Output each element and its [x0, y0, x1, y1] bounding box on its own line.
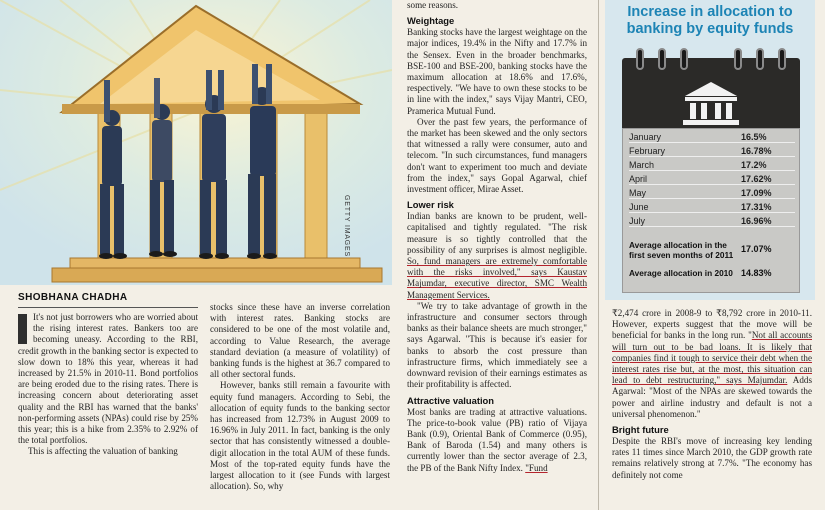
article-column-2 — [210, 302, 390, 492]
article-column-5 — [612, 308, 812, 481]
paragraph: However, banks still remain a favourite with equity fund managers. According to Sebi, the allocation of equity funds to the banking sector has increased from 12.73% in August 2009 to 16.96% in July 2011. In fact, banking is the only sector that has consistently witnessed a double-digit allocation in the total AUM of these funds. Most of the top-rated equity funds have the largest allocation to it (see Funds with largest allocation). So, why — [210, 380, 390, 492]
calendar-ring — [756, 48, 764, 70]
paragraph: Banking stocks have the largest weightage on the major indices, 19.4% in the Nifty and 17.7% in the Sensex. Even in the broader benchmarks, BSE-100 and BSE-200, banking stocks have the maximum allocation at 18.6% and 17.6%, respectively. "We have to own these stocks to be in line with the index," says Vijay Mantri, CEO, Pramerica Mutual Fund. — [407, 27, 587, 116]
paragraph: stocks since these have an inverse correlation with interest rates. Banking stocks are considered to be one of the most volatile and, according to Value Research, the average standard deviation (a measure of volatility) of banking funds is the highest at 36.7 compared to all other sectoral funds. — [210, 302, 390, 380]
bank-building-icon — [681, 80, 741, 126]
subheading-weightage: Weightage — [407, 15, 455, 27]
average-2010-row: Average allocation in 2010 14.83% — [629, 268, 772, 278]
bank-pillar-people-illustration — [0, 0, 392, 285]
paragraph: Despite the RBI's move of increasing key lending rates 11 times since March 2010, the GDP growth rate remains relatively strong at 7.7%. "The economy has definitely not come — [612, 436, 812, 480]
byline-rule — [18, 307, 198, 308]
calendar-table — [622, 128, 800, 293]
infographic-title: Increase in allocation to banking by equity funds — [626, 4, 794, 37]
calendar-ring — [680, 48, 688, 70]
article-column-3 — [407, 0, 587, 474]
column-divider — [598, 0, 599, 510]
article-column-1 — [18, 312, 198, 458]
paragraph: Over the past few years, the performance of the market has been skewed and the only sectors that witnessed a rally were consumer, auto and telecom. "In such circumstances, fund managers don't want to experiment too much and deviate from the index," says Gopal Agarwal, chief investment officer, Mirae Asset. — [407, 116, 587, 195]
subheading-bright-future: Bright future — [612, 424, 669, 436]
photo-credit: GETTY IMAGES — [343, 195, 350, 257]
table-row: April 17.62% — [629, 173, 795, 185]
table-row: March 17.2% — [629, 159, 795, 171]
calendar-graphic — [622, 48, 800, 293]
paragraph: This is affecting the valuation of banking — [28, 446, 178, 457]
byline: SHOBHANA CHADHA — [18, 292, 128, 303]
calendar-ring — [658, 48, 666, 70]
underlined-quote: Not all accounts will turn out to be bad loans. It is likely that companies find it tough to service their debt when the interest rates rise but, at the most, this situation can lead to debt restructuring," says Majumdar. — [612, 330, 812, 386]
table-row: February 16.78% — [629, 145, 795, 157]
table-row: May 17.09% — [629, 187, 795, 199]
subheading-lower-risk: Lower risk — [407, 199, 454, 211]
paragraph: It's not just borrowers who are worried about the rising interest rates. Bankers too are becoming uneasy. According to the RBI, credit growth in the banking sector is expected to slow down to 18% this year, whereas it had increased by 21.5% in 2010-11. Bond portfolios are being eroded due to the rising rates. There is increasing concern about deteriorating asset quality and the RBI has warned that the banks' non-performing assets (NPAs) could rise by 25% this year; this is a hike from 2.35% to 2.92% of the total portfolios. — [18, 312, 198, 446]
table-row: July 16.96% — [629, 215, 795, 227]
table-row: June 17.31% — [629, 201, 795, 213]
paragraph: "We try to take advantage of growth in the infrastructure and consumer sectors through banks as their balance sheets are much stronger," says Agarwal. "This is because it's easier for banks to absorb the cost pressure than infrastructure firms, which immediately see a downward revision of their earnings estimates as their profitability is affected. — [407, 300, 587, 390]
subheading-attractive-valuation: Attractive valuation — [407, 394, 495, 406]
drop-cap-bar — [18, 314, 27, 344]
allocation-infographic — [605, 0, 815, 300]
underlined-quote: "Fund — [525, 462, 548, 473]
table-row: January 16.5% — [629, 131, 795, 143]
paragraph: Most banks are trading at attractive valuations. The price-to-book value (PB) ratio of Vijaya Bank (0.9), Oriental Bank of Commerce (0.95), Bank of Baroda (1.54) and many others is currently lower than the sector average of 2.3, the PB of the Bank Nifty Index. "Fund — [407, 406, 587, 473]
calendar-header — [622, 58, 800, 128]
calendar-ring — [734, 48, 742, 70]
paragraph: some reasons. — [407, 0, 459, 10]
calendar-ring — [636, 48, 644, 70]
calendar-ring — [778, 48, 786, 70]
underlined-quote: So, fund managers are extremely comfortable with the risks involved," says Kaustav Majumdar, executive director, SMC Wealth Management Services. — [407, 256, 587, 300]
paragraph: ₹2,474 crore in 2008-9 to ₹8,792 crore in 2010-11. However, experts suggest that the move will be beneficial for banks in the long run. "Not all accounts will turn out to be bad loans. It is likely that companies find it tough to service their debt when the interest rates rise but, at the most, this situation can lead to debt restructuring," says Majumdar. Adds Agarwal: "Most of the NPAs are skewed towards the power and airline industry and default is not a universal phenomenon." — [612, 308, 812, 419]
illustration — [0, 0, 392, 285]
paragraph: Indian banks are known to be prudent, well-capitalised and tightly regulated. "The risk measure is so tightly controlled that the possibility of any surprises is almost negligible. So, fund managers are extremely comfortable with the risks involved," says Kaustav Majumdar, executive director, SMC Wealth Management Services. — [407, 211, 587, 300]
average-2011-row: Average allocation in the first seven months of 2011 17.07% — [629, 240, 772, 260]
